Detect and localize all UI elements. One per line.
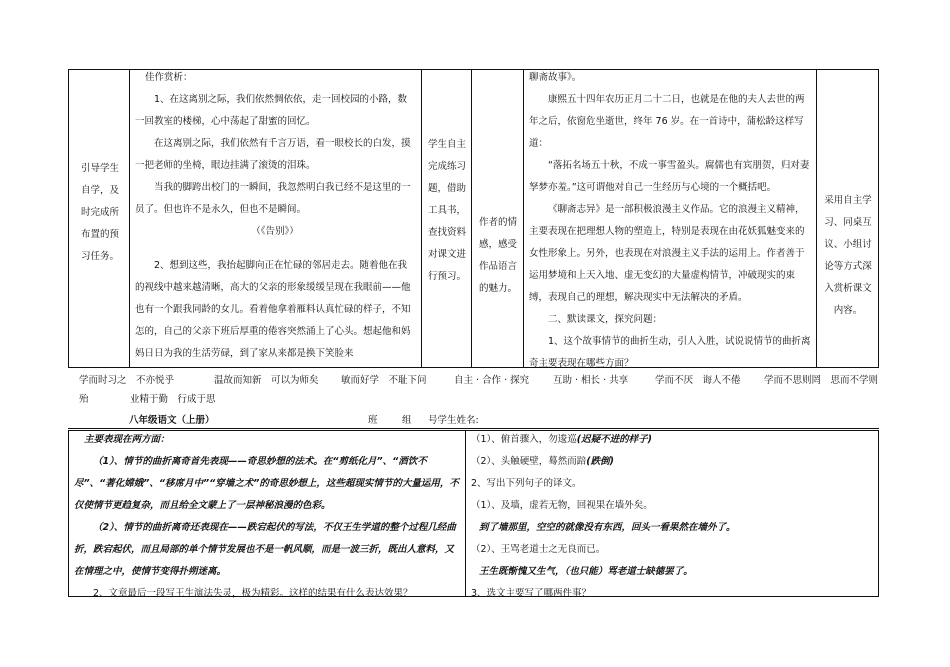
motto: 业精于勤 行成于思 xyxy=(130,394,216,405)
goal-line: 作品语言 xyxy=(478,261,517,272)
table-divider-5 xyxy=(816,69,817,368)
content-section-title: 二、默读课文，探究问题： xyxy=(548,314,663,325)
col-method xyxy=(819,190,877,322)
activity-line: 完成练习 xyxy=(427,161,466,172)
word-item-answer: (迟疑不进的样子) xyxy=(576,434,652,445)
question: 2、写出下列句子的译文。 xyxy=(471,478,582,489)
goal-line: 的魅力。 xyxy=(478,283,517,294)
guidance-line: 引导学生 xyxy=(80,163,119,174)
answers-right xyxy=(471,429,873,605)
method-line: 采用自主学 xyxy=(824,195,872,206)
motto: 殆 xyxy=(79,394,89,405)
sentence-answer: 到了墙那里，空空的就像没有东西，回头一看果然在墙外了。 xyxy=(479,522,736,533)
content-paragraph: 康熙五十四年农历正月二十二日，也就是在他的夫人去世的两年之后，依窗危坐逝世，终年 76 岁。在一首诗中，蒲松龄这样写道： xyxy=(529,94,805,149)
guidance-line: 习任务。 xyxy=(80,251,119,262)
method-line: 论等方式深 xyxy=(824,261,872,272)
table-divider-3 xyxy=(471,69,472,368)
col-learning-goal xyxy=(474,212,522,300)
table-left-border xyxy=(68,69,69,368)
activity-line: 题，借助 xyxy=(427,183,466,194)
sentence-answer: 王生既惭愧又生气，（也只能）骂老道士缺德罢了。 xyxy=(479,566,693,577)
essay-source: （《告别》） xyxy=(251,226,299,237)
content-first-line: 聊斋故事》。 xyxy=(529,72,582,83)
essay-paragraph: 当我的脚跨出校门的一瞬间，我忽然明白我已经不是这里的一员了。但也许不是永久，但也不是瞬间。 xyxy=(135,182,411,215)
content-quote: “落拓名场五十秋，不成一事雪盈头。腐儒也有宾朋贺，归对妻孥梦亦羞。”这可谓他对自己一生经历与心境的一个概括吧。 xyxy=(529,160,810,193)
sentence: （2）、王骂老道士之无良而已。 xyxy=(471,544,606,555)
question: 3、选文主要写了哪两件事？ xyxy=(471,588,592,599)
word-item xyxy=(471,451,873,473)
motto: 学而不思则罔 思而不学则 xyxy=(764,375,879,386)
activity-line: 行预习。 xyxy=(427,271,466,282)
method-line: 习、同桌互 xyxy=(824,217,872,228)
answer-paragraph: （2）、情节的曲折离奇还表现在——跌宕起伏的写法，不仅王生学道的整个过程几经曲折，跌宕起伏，而且局部的单个情节发展也不是一帆风顺，而是一波三折，既出人意料，又在情理之中，使情节变得扑朔迷离。 xyxy=(74,522,456,577)
activity-line: 学生自主 xyxy=(427,139,466,150)
answer-title: 主要表现在两方面： xyxy=(84,434,170,445)
motto: 互助 · 相长 · 共享 xyxy=(553,375,629,386)
motto: 学而不厌 诲人不倦 xyxy=(655,375,741,386)
table-divider-4 xyxy=(523,69,524,368)
col-essay-appreciation xyxy=(135,67,415,365)
box-mid-divider xyxy=(465,430,466,597)
essay-paragraph: 1、在这离别之际，我们依然惆依依，走一回校园的小路，数一回教室的楼梯，心中荡起了甜蜜的回忆。 xyxy=(135,94,408,127)
table-divider-1 xyxy=(129,69,130,368)
motto: 自主 · 合作 · 探究 xyxy=(454,375,530,386)
word-item-answer: (跌倒) xyxy=(586,456,614,467)
word-item-text: （1）、俯首骤入，勿逡巡 xyxy=(471,434,577,445)
essay-paragraph: 2、想到这些，我抬起脚向正在忙碌的邻居走去。随着他在我的视线中越来越清晰，高大的父亲的形象缓缓呈现在我眼前——他也有一个跟我同龄的女儿。看着他拿着雁料认真忙碌的样子，不知怎的，自己的父亲下班后厚重的倦容突然涌上了心头。想起他和妈妈日日为我的生活劳碌，到了家从来都是换下笑脸来 xyxy=(135,260,411,359)
activity-line: 对课文进 xyxy=(427,249,466,260)
student-label: 号学生姓名: xyxy=(428,415,479,426)
col-background-content xyxy=(529,67,811,375)
method-line: 入赏析课文 xyxy=(824,283,872,294)
motto: 敏而好学 不耻下问 xyxy=(341,375,427,386)
guidance-line: 布置的预 xyxy=(80,229,119,240)
guidance-line: 时完成所 xyxy=(80,207,119,218)
group-label: 组 xyxy=(402,415,412,426)
appreciation-heading: 佳作赏析： xyxy=(145,72,193,83)
box-right-border xyxy=(878,430,879,597)
class-label: 班 xyxy=(368,415,378,426)
page-title: 八年级语文（上册） xyxy=(129,415,215,426)
motto: 温故而知新 可以为师矣 xyxy=(214,375,319,386)
question: 2、文章最后一段写王生演法失灵，极为精彩。这样的结果有什么表达效果？ xyxy=(93,588,413,599)
goal-line: 感，感受 xyxy=(478,239,517,250)
box-left-border xyxy=(68,430,69,597)
word-item xyxy=(471,429,873,451)
activity-line: 查找资料 xyxy=(427,227,466,238)
content-paragraph: 《聊斋志异》是一部积极浪漫主义作品。它的浪漫主义精神，主要表现在把理想人物的塑造上，特别是表现在由花妖狐魅变来的女性形象上。另外，也表现在对浪漫主义手法的运用上。作者善于运用梦境和上天入地、虚无变幻的大量虚构情节，冲破现实的束缚，表现自己的理想，解决现实中无法解决的矛盾。 xyxy=(529,204,805,303)
answers-left xyxy=(74,429,460,605)
method-line: 议、小组讨 xyxy=(824,239,872,250)
activity-line: 工具书， xyxy=(427,205,466,216)
sentence: （1）、及墙，虚若无物，回视果在墙外矣。 xyxy=(471,500,653,511)
motto: 学而时习之 不亦悦乎 xyxy=(79,375,175,386)
answer-paragraph: （1）、情节的曲折离奇首先表现——奇思妙想的法术。在“剪纸化月”、“酒饮不尽”、“著化嫦娥”、“移席月中”“穿墙之术”的奇思妙想上，这些超现实情节的大量运用，不仅使情节更趋复杂，而且给全文蒙上了一层神秘浪漫的色彩。 xyxy=(74,456,459,511)
table-right-border xyxy=(878,69,879,368)
table-divider-2 xyxy=(421,69,422,368)
word-item-text: （2）、头触硬壁，蓦然而踣 xyxy=(471,456,587,467)
content-question: 1、这个故事情节的曲折生动，引人入胜，试说说情节的曲折离奇主要表现在哪些方面？ xyxy=(529,336,811,369)
col-teacher-guidance xyxy=(72,158,128,268)
guidance-line: 自学，及 xyxy=(80,185,119,196)
method-line: 内容。 xyxy=(833,305,863,316)
col-student-activity xyxy=(424,134,470,288)
essay-paragraph: 在这离别之际，我们依然有千言万语，看一眼校长的白发，摸一把老师的坐椅，眼边挂满了滚烫的泪珠。 xyxy=(135,138,411,171)
goal-line: 作者的情 xyxy=(478,217,517,228)
